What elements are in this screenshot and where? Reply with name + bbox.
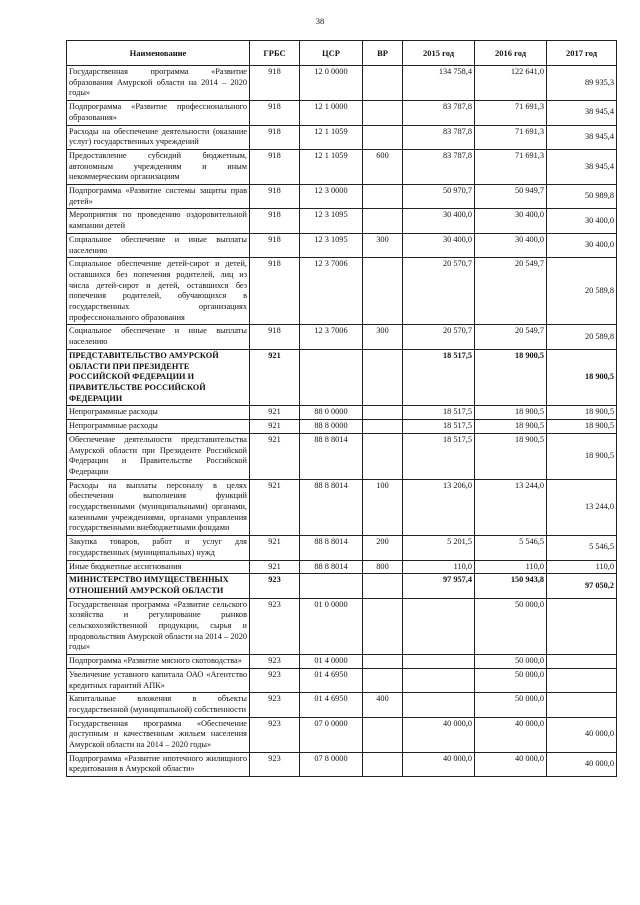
cell-grbs: 918 — [250, 209, 300, 233]
cell-2017: 50 989,8 — [547, 185, 617, 209]
header-2016: 2016 год — [475, 41, 547, 66]
cell-csr: 88 8 8014 — [300, 536, 363, 560]
cell-csr: 12 1 0000 — [300, 101, 363, 125]
table-row — [67, 433, 617, 479]
cell-grbs: 918 — [250, 125, 300, 149]
cell-csr: 01 4 0000 — [300, 655, 363, 669]
cell-grbs: 923 — [250, 598, 300, 655]
cell-name: Государственная программа «Развитие образования Амурской области на 2014 – 2020 годы» — [67, 66, 250, 101]
cell-name: Предоставление субсидий бюджетным, автономным учреждениям и иным некоммерческим организациям — [67, 149, 250, 184]
cell-2015: 30 400,0 — [403, 233, 475, 257]
cell-2017: 40 000,0 — [547, 752, 617, 776]
cell-csr: 88 0 0000 — [300, 406, 363, 420]
cell-2016: 110,0 — [475, 560, 547, 574]
table-row — [67, 406, 617, 420]
cell-2017 — [547, 693, 617, 717]
cell-name: Подпрограмма «Развитие ипотечного жилищного кредитования в Амурской области» — [67, 752, 250, 776]
cell-csr: 01 4 6950 — [300, 693, 363, 717]
cell-2017: 40 000,0 — [547, 717, 617, 752]
table-row — [67, 420, 617, 434]
table-row — [67, 325, 617, 349]
cell-2017: 13 244,0 — [547, 479, 617, 536]
cell-csr: 12 1 1059 — [300, 149, 363, 184]
cell-name: Государственная программа «Обеспечение доступным и качественным жильем населения Амурской области на 2014 – 2020 годы» — [67, 717, 250, 752]
cell-2015: 20 570,7 — [403, 258, 475, 325]
table-row — [67, 574, 617, 598]
cell-csr: 12 3 1095 — [300, 209, 363, 233]
cell-2017: 18 900,5 — [547, 406, 617, 420]
cell-2017: 110,0 — [547, 560, 617, 574]
cell-2016: 5 546,5 — [475, 536, 547, 560]
cell-2017 — [547, 668, 617, 692]
header-csr: ЦСР — [300, 41, 363, 66]
cell-2016: 71 691,3 — [475, 101, 547, 125]
cell-2016: 40 000,0 — [475, 752, 547, 776]
cell-2015: 134 758,4 — [403, 66, 475, 101]
cell-name: Мероприятия по проведению оздоровительной кампании детей — [67, 209, 250, 233]
cell-2015: 5 201,5 — [403, 536, 475, 560]
cell-2017 — [547, 598, 617, 655]
cell-vr — [363, 433, 403, 479]
cell-csr: 07 8 0000 — [300, 752, 363, 776]
cell-vr — [363, 574, 403, 598]
cell-vr: 800 — [363, 560, 403, 574]
cell-csr: 88 8 0000 — [300, 420, 363, 434]
cell-grbs: 918 — [250, 325, 300, 349]
cell-2015 — [403, 655, 475, 669]
cell-name: Подпрограмма «Развитие мясного скотоводства» — [67, 655, 250, 669]
cell-grbs: 918 — [250, 101, 300, 125]
cell-2016: 71 691,3 — [475, 149, 547, 184]
cell-name: Социальное обеспечение и иные выплаты населению — [67, 233, 250, 257]
cell-csr: 12 3 7006 — [300, 258, 363, 325]
cell-2017: 89 935,3 — [547, 66, 617, 101]
table-row — [67, 149, 617, 184]
cell-csr: 07 0 0000 — [300, 717, 363, 752]
cell-name: Расходы на выплаты персоналу в целях обеспечения выполнения функций государственными (муниципальными) органами, казенными учреждениями, органами управления государственными внебюджетными фондами — [67, 479, 250, 536]
cell-grbs: 921 — [250, 479, 300, 536]
cell-2015: 30 400,0 — [403, 209, 475, 233]
cell-vr — [363, 668, 403, 692]
cell-grbs: 918 — [250, 233, 300, 257]
cell-csr: 12 3 0000 — [300, 185, 363, 209]
cell-name: Обеспечение деятельности представительства Амурской области при Президенте Российской Федерации и Правительстве Российской Федерации — [67, 433, 250, 479]
cell-name: Государственная программа «Развитие сельского хозяйства и регулирование рынков сельскохозяйственной продукции, сырья и продовольствия Амурской области на 2014 – 2020 годы» — [67, 598, 250, 655]
cell-2016: 50 000,0 — [475, 668, 547, 692]
cell-grbs: 923 — [250, 655, 300, 669]
table-row — [67, 560, 617, 574]
table-body — [67, 66, 617, 777]
cell-2016: 30 400,0 — [475, 233, 547, 257]
cell-2016: 20 549,7 — [475, 258, 547, 325]
cell-2017: 30 400,0 — [547, 209, 617, 233]
cell-csr: 88 8 8014 — [300, 560, 363, 574]
cell-2017: 97 050,2 — [547, 574, 617, 598]
cell-2016: 40 000,0 — [475, 717, 547, 752]
table-row — [67, 668, 617, 692]
cell-csr: 12 1 1059 — [300, 125, 363, 149]
cell-vr: 300 — [363, 325, 403, 349]
cell-2015 — [403, 668, 475, 692]
cell-name: Непрограммные расходы — [67, 406, 250, 420]
cell-2017 — [547, 655, 617, 669]
cell-2017: 38 945,4 — [547, 125, 617, 149]
cell-grbs: 923 — [250, 717, 300, 752]
page-number: 38 — [315, 16, 325, 26]
cell-name: Увеличение уставного капитала ОАО «Агентство кредитных гарантий АПК» — [67, 668, 250, 692]
cell-grbs: 921 — [250, 420, 300, 434]
cell-2016: 18 900,5 — [475, 349, 547, 406]
cell-2016: 150 943,8 — [475, 574, 547, 598]
cell-name: Подпрограмма «Развитие профессионального образования» — [67, 101, 250, 125]
cell-2015: 83 787,8 — [403, 101, 475, 125]
cell-2015: 110,0 — [403, 560, 475, 574]
cell-2017: 20 589,8 — [547, 258, 617, 325]
cell-2015: 18 517,5 — [403, 433, 475, 479]
cell-2017: 18 900,5 — [547, 349, 617, 406]
cell-2016: 18 900,5 — [475, 433, 547, 479]
cell-vr: 400 — [363, 693, 403, 717]
cell-grbs: 918 — [250, 185, 300, 209]
cell-2015: 83 787,8 — [403, 125, 475, 149]
table-row — [67, 185, 617, 209]
cell-grbs: 923 — [250, 668, 300, 692]
cell-2015: 50 970,7 — [403, 185, 475, 209]
cell-csr: 01 4 6950 — [300, 668, 363, 692]
cell-2016: 50 000,0 — [475, 598, 547, 655]
cell-2016: 18 900,5 — [475, 406, 547, 420]
header-2015: 2015 год — [403, 41, 475, 66]
cell-2017: 38 945,4 — [547, 149, 617, 184]
table-row — [67, 717, 617, 752]
cell-vr — [363, 598, 403, 655]
cell-csr: 12 0 0000 — [300, 66, 363, 101]
cell-2017: 38 945,4 — [547, 101, 617, 125]
cell-2017: 18 900,5 — [547, 420, 617, 434]
cell-vr — [363, 66, 403, 101]
cell-grbs: 923 — [250, 574, 300, 598]
cell-name: МИНИСТЕРСТВО ИМУЩЕСТВЕННЫХ ОТНОШЕНИЙ АМУРСКОЙ ОБЛАСТИ — [67, 574, 250, 598]
cell-grbs: 921 — [250, 349, 300, 406]
table-row — [67, 233, 617, 257]
cell-name: Подпрограмма «Развитие системы защиты прав детей» — [67, 185, 250, 209]
cell-grbs: 921 — [250, 560, 300, 574]
cell-grbs: 921 — [250, 433, 300, 479]
cell-2015: 18 517,5 — [403, 406, 475, 420]
table-header-row — [67, 41, 617, 66]
cell-2016: 13 244,0 — [475, 479, 547, 536]
budget-table — [66, 40, 617, 777]
cell-vr — [363, 185, 403, 209]
cell-grbs: 918 — [250, 258, 300, 325]
table-row — [67, 258, 617, 325]
cell-2015: 18 517,5 — [403, 420, 475, 434]
cell-vr — [363, 209, 403, 233]
cell-vr: 300 — [363, 233, 403, 257]
cell-vr — [363, 406, 403, 420]
cell-name: Социальное обеспечение и иные выплаты населению — [67, 325, 250, 349]
table-row — [67, 598, 617, 655]
cell-vr — [363, 752, 403, 776]
cell-2015 — [403, 598, 475, 655]
cell-2016: 20 549,7 — [475, 325, 547, 349]
cell-grbs: 921 — [250, 536, 300, 560]
cell-grbs: 918 — [250, 149, 300, 184]
cell-vr — [363, 258, 403, 325]
cell-2015: 83 787,8 — [403, 149, 475, 184]
cell-vr — [363, 125, 403, 149]
table-row — [67, 536, 617, 560]
cell-2015: 40 000,0 — [403, 717, 475, 752]
cell-2015: 40 000,0 — [403, 752, 475, 776]
cell-2016: 50 000,0 — [475, 693, 547, 717]
cell-2015: 18 517,5 — [403, 349, 475, 406]
cell-name: Непрограммные расходы — [67, 420, 250, 434]
cell-vr: 200 — [363, 536, 403, 560]
cell-csr: 88 8 8014 — [300, 433, 363, 479]
cell-name: Закупка товаров, работ и услуг для государственных (муниципальных) нужд — [67, 536, 250, 560]
table-row — [67, 125, 617, 149]
table-row — [67, 479, 617, 536]
cell-grbs: 923 — [250, 693, 300, 717]
cell-2016: 18 900,5 — [475, 420, 547, 434]
header-2017: 2017 год — [547, 41, 617, 66]
cell-vr: 100 — [363, 479, 403, 536]
cell-name: Социальное обеспечение детей-сирот и детей, оставшихся без попечения родителей, лиц из числа детей-сирот и детей, оставшихся без попечения родителей, обучающихся в государственных организациях профессионального образования — [67, 258, 250, 325]
cell-2017: 18 900,5 — [547, 433, 617, 479]
cell-vr — [363, 655, 403, 669]
table-row — [67, 66, 617, 101]
cell-2015: 20 570,7 — [403, 325, 475, 349]
cell-vr — [363, 101, 403, 125]
cell-2016: 30 400,0 — [475, 209, 547, 233]
cell-csr: 12 3 1095 — [300, 233, 363, 257]
table-row — [67, 752, 617, 776]
table-row — [67, 101, 617, 125]
cell-vr — [363, 420, 403, 434]
cell-grbs: 918 — [250, 66, 300, 101]
cell-csr: 88 8 8014 — [300, 479, 363, 536]
cell-2017: 30 400,0 — [547, 233, 617, 257]
cell-2015: 13 206,0 — [403, 479, 475, 536]
table-row — [67, 693, 617, 717]
cell-vr — [363, 349, 403, 406]
cell-name: Расходы на обеспечение деятельности (оказание услуг) государственных учреждений — [67, 125, 250, 149]
cell-vr: 600 — [363, 149, 403, 184]
cell-2016: 50 000,0 — [475, 655, 547, 669]
cell-2016: 71 691,3 — [475, 125, 547, 149]
cell-csr: 12 3 7006 — [300, 325, 363, 349]
header-grbs: ГРБС — [250, 41, 300, 66]
table-row — [67, 209, 617, 233]
cell-grbs: 923 — [250, 752, 300, 776]
cell-vr — [363, 717, 403, 752]
cell-2017: 5 546,5 — [547, 536, 617, 560]
cell-csr — [300, 574, 363, 598]
cell-name: Иные бюджетные ассигнования — [67, 560, 250, 574]
table-row — [67, 655, 617, 669]
cell-2015: 97 957,4 — [403, 574, 475, 598]
header-vr: ВР — [363, 41, 403, 66]
cell-2017: 20 589,8 — [547, 325, 617, 349]
cell-grbs: 921 — [250, 406, 300, 420]
cell-name: Капитальные вложения в объекты государственной (муниципальной) собственности — [67, 693, 250, 717]
table-row — [67, 349, 617, 406]
cell-2015 — [403, 693, 475, 717]
header-name: Наименование — [67, 41, 250, 66]
cell-csr — [300, 349, 363, 406]
cell-2016: 122 641,0 — [475, 66, 547, 101]
cell-2016: 50 949,7 — [475, 185, 547, 209]
cell-csr: 01 0 0000 — [300, 598, 363, 655]
cell-name: ПРЕДСТАВИТЕЛЬСТВО АМУРСКОЙ ОБЛАСТИ ПРИ ПРЕЗИДЕНТЕ РОССИЙСКОЙ ФЕДЕРАЦИИ И ПРАВИТЕЛЬСТВЕ РОССИЙСКОЙ ФЕДЕРАЦИИ — [67, 349, 250, 406]
